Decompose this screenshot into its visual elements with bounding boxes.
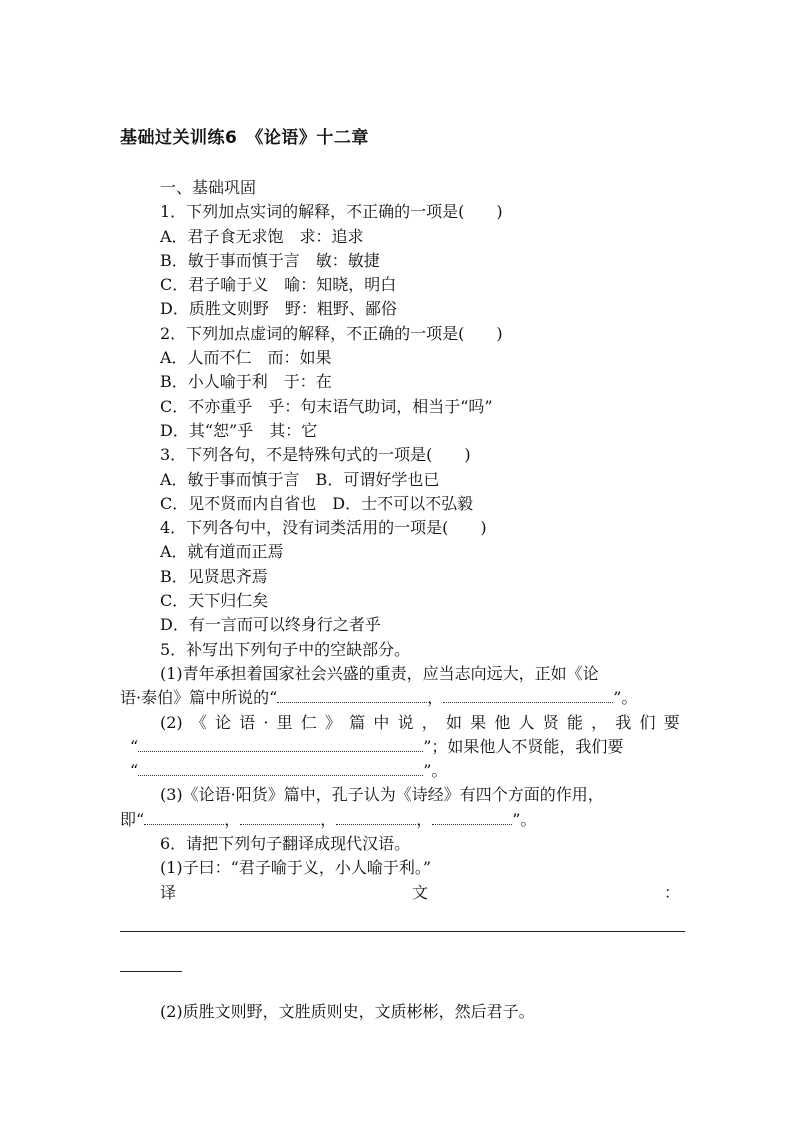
question-3-options-ab: A．敏于事而慎于言 B．可谓好学也已 <box>160 469 440 489</box>
justified-char: 果 <box>470 712 487 732</box>
question-5-part-1-line-1: (1)青年承担着国家社会兴盛的重责，应当志向远大，正如《论 <box>160 663 599 683</box>
answer-blank-5-3a[interactable] <box>144 810 224 825</box>
question-4-option-a: A．就有道而正焉 <box>160 542 284 562</box>
question-5-stem: 5．补写出下列句子中的空缺部分。 <box>160 639 411 659</box>
question-2-option-c: C．不亦重乎 乎：句末语气助词，相当于“吗” <box>160 396 493 416</box>
answer-blank-5-2b[interactable] <box>138 761 423 776</box>
translation-label-char: 文 <box>411 882 428 902</box>
question-5-part-2-mid: ”；如果他人不贤能，我们要 <box>423 736 624 756</box>
question-3-options-cd: C．见不贤而内自省也 D．士不可以不弘毅 <box>160 493 474 513</box>
justified-char: 仁 <box>300 712 317 732</box>
translation-label <box>120 881 680 905</box>
comma: ， <box>427 688 444 708</box>
open-quote: “ <box>130 736 139 756</box>
justified-char: (2) <box>160 712 183 732</box>
question-5-part-3-line-2 <box>120 808 680 832</box>
justified-char: 们 <box>639 712 656 732</box>
question-4-option-b: B．见贤思齐焉 <box>160 566 268 586</box>
question-4-option-c: C．天下归仁矣 <box>160 591 269 611</box>
answer-line-1[interactable] <box>120 931 685 932</box>
question-1-option-c: C．君子喻于义 喻：知晓，明白 <box>160 275 397 295</box>
comma: ， <box>416 809 433 829</box>
justified-char: 我 <box>615 712 632 732</box>
question-5-part-3-prefix: 即“ <box>120 809 145 829</box>
justified-char: 人 <box>518 712 535 732</box>
question-6-stem: 6．请把下列句子翻译成现代汉语。 <box>160 834 411 854</box>
question-1-option-a: A．君子食无求饱 求：追求 <box>160 226 364 246</box>
justified-char: 能 <box>566 712 583 732</box>
justified-char: 里 <box>276 712 293 732</box>
justified-char: · <box>263 712 269 732</box>
answer-blank-5-3b[interactable] <box>240 810 320 825</box>
justified-char: 他 <box>494 712 511 732</box>
question-1-stem: 1．下列加点实词的解释，不正确的一项是( ) <box>160 202 503 222</box>
question-5-part-3-suffix: ”。 <box>512 809 537 829</box>
justified-char: 语 <box>239 712 256 732</box>
question-4-option-d: D．有一言而可以终身行之者乎 <box>160 615 381 635</box>
question-2-option-d: D．其“恕”乎 其：它 <box>160 420 318 440</box>
comma: ， <box>224 809 241 829</box>
comma: ， <box>320 809 337 829</box>
question-5-part-1-suffix: ”。 <box>613 688 638 708</box>
question-5-part-3-line-1: (3)《论语·阳货》篇中，孔子认为《诗经》有四个方面的作用， <box>160 785 604 805</box>
question-5-part-2-line-3 <box>120 759 680 783</box>
question-1-option-d: D．质胜文则野 野：粗野、鄙俗 <box>160 299 397 319</box>
translation-label-char: 译 <box>160 882 177 902</box>
answer-blank-5-3d[interactable] <box>432 810 512 825</box>
section-heading: 一、基础巩固 <box>160 178 257 197</box>
question-5-part-1-line-2 <box>120 686 680 710</box>
justified-char: 篇 <box>349 712 366 732</box>
document-body <box>120 176 680 905</box>
justified-char: 》 <box>325 712 342 732</box>
question-5-part-2-line-1 <box>120 711 680 735</box>
question-5-part-2-line-2 <box>120 735 680 759</box>
question-6-part-2: (2)质胜文则野，文胜质则史，文质彬彬，然后君子。 <box>160 1002 535 1021</box>
question-4-stem: 4．下列各句中，没有词类活用的一项是( ) <box>160 518 487 538</box>
justified-char: 《 <box>190 712 207 732</box>
question-1-option-b: B．敏于事而慎于言 敏：敏捷 <box>160 250 380 270</box>
question-5-part-2-end: ”。 <box>423 761 448 781</box>
justified-char: 论 <box>215 712 232 732</box>
answer-blank-5-1b[interactable] <box>443 688 613 703</box>
question-2-option-a: A．人而不仁 而：如果 <box>160 348 332 368</box>
translation-label-char: ： <box>663 882 680 902</box>
justified-char: 贤 <box>542 712 559 732</box>
justified-char: 说 <box>397 712 414 732</box>
justified-char: 要 <box>663 712 680 732</box>
question-2-option-b: B．小人喻于利 于：在 <box>160 372 332 392</box>
answer-blank-5-3c[interactable] <box>336 810 416 825</box>
answer-blank-5-2a[interactable] <box>138 737 423 752</box>
document-title: 基础过关训练6 《论语》十二章 <box>120 128 369 148</box>
answer-blank-5-1a[interactable] <box>277 688 427 703</box>
open-quote: “ <box>130 761 139 781</box>
question-6-part-1: (1)子曰：“君子喻于义，小人喻于利。” <box>160 858 432 878</box>
justified-char: ， <box>591 712 608 732</box>
justified-char: 中 <box>373 712 390 732</box>
question-2-stem: 2．下列加点虚词的解释，不正确的一项是( ) <box>160 323 503 343</box>
answer-line-2[interactable] <box>120 971 182 972</box>
question-3-stem: 3．下列各句，不是特殊句式的一项是( ) <box>160 445 471 465</box>
question-5-part-1-prefix: 语·泰伯》篇中所说的“ <box>120 688 278 708</box>
justified-char: 如 <box>445 712 462 732</box>
justified-char: ， <box>421 712 438 732</box>
